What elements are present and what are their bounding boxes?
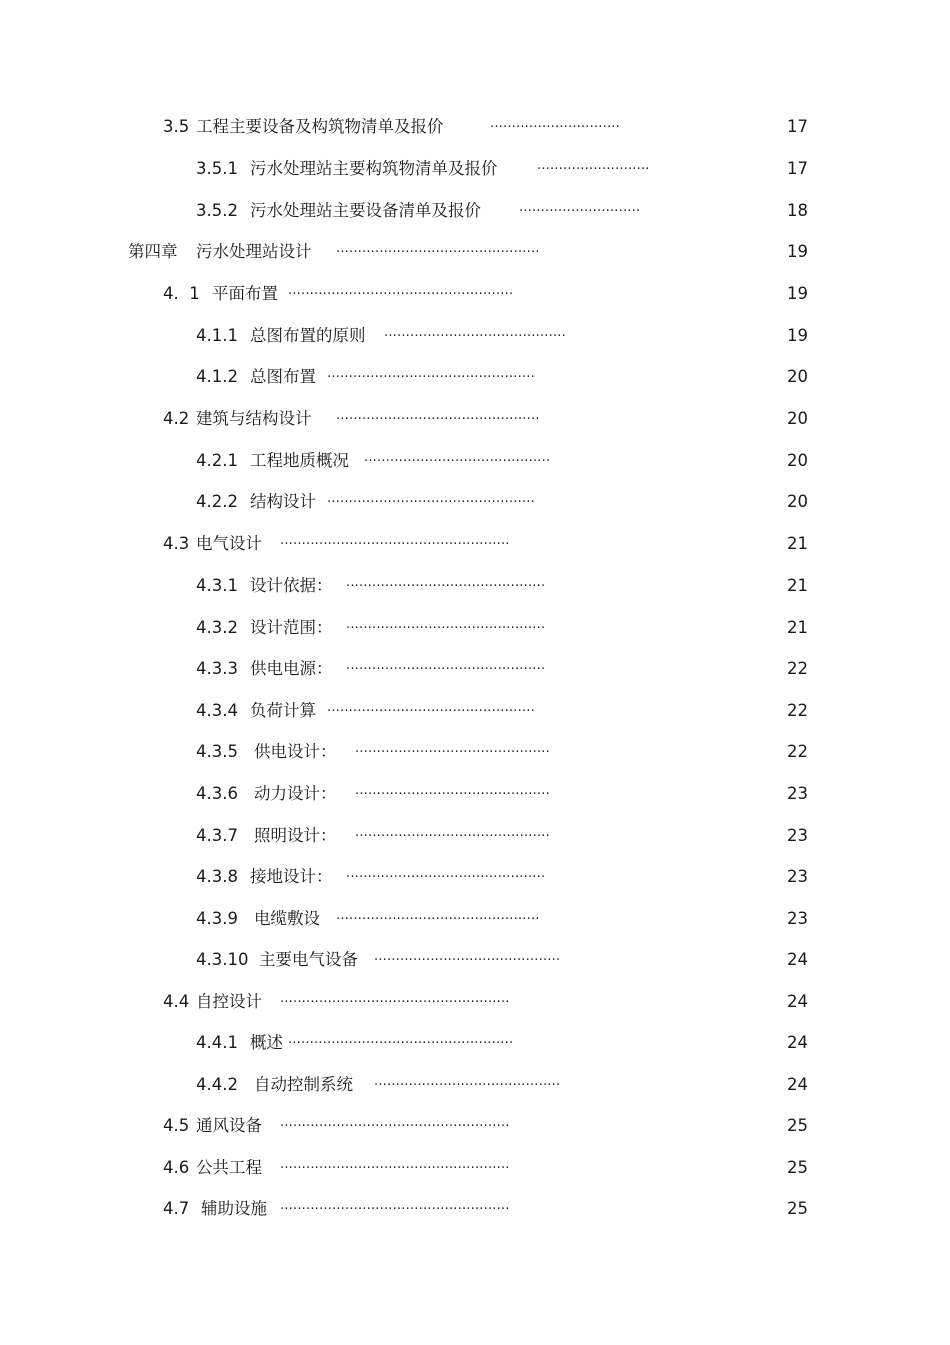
toc-entry-number: 4. 1 <box>163 284 200 303</box>
toc-entry-number: 4.3.2 <box>196 618 238 637</box>
toc-entry-number: 4.1.1 <box>196 326 238 345</box>
toc-page-number: 22 <box>787 701 808 720</box>
toc-page-number: 22 <box>787 659 808 678</box>
toc-entry[interactable] <box>0 1031 808 1055</box>
toc-leader-dots: .............................. <box>490 116 620 131</box>
toc-entry-number: 3.5.1 <box>196 159 238 178</box>
toc-entry-title: 辅助设施 <box>201 1199 267 1218</box>
toc-entry-number: 4.6 <box>163 1158 190 1177</box>
toc-entry-number: 3.5.2 <box>196 201 238 220</box>
toc-entry-title: 总图布置 <box>250 367 316 386</box>
toc-page-number: 21 <box>787 576 808 595</box>
toc-leader-dots: ..................................................... <box>280 1157 510 1172</box>
toc-entry[interactable] <box>0 157 808 181</box>
toc-entry[interactable] <box>0 532 808 556</box>
toc-entry-title: 结构设计 <box>250 492 316 511</box>
toc-leader-dots: .............................................. <box>346 575 546 590</box>
toc-entry-number: 4.3.3 <box>196 659 238 678</box>
toc-entry-title: 总图布置的原则 <box>250 326 366 345</box>
toc-entry[interactable] <box>0 449 808 473</box>
toc-page-number: 20 <box>787 409 808 428</box>
toc-entry-title: 照明设计： <box>254 826 337 845</box>
toc-entry-number: 4.3.10 <box>196 950 249 969</box>
toc-entry[interactable] <box>0 865 808 889</box>
toc-leader-dots: ........................................... <box>374 1074 561 1089</box>
toc-leader-dots: .............................................. <box>346 617 546 632</box>
toc-entry-title: 接地设计： <box>250 867 333 886</box>
toc-entry[interactable] <box>0 699 808 723</box>
toc-page-number: 17 <box>787 159 808 178</box>
toc-page-number: 24 <box>787 1075 808 1094</box>
toc-page-number: 17 <box>787 117 808 136</box>
toc-leader-dots: ........................................... <box>374 949 561 964</box>
toc-entry-number: 3.5 <box>163 117 190 136</box>
toc-entry[interactable] <box>0 282 808 306</box>
toc-entry[interactable] <box>0 240 808 264</box>
toc-entry-number: 4.3.8 <box>196 867 238 886</box>
toc-entry-title: 电缆敷设 <box>254 909 320 928</box>
toc-page-number: 22 <box>787 742 808 761</box>
toc-entry[interactable] <box>0 1114 808 1138</box>
toc-entry-title: 设计依据： <box>250 576 333 595</box>
toc-entry[interactable] <box>0 115 808 139</box>
toc-leader-dots: ................................................ <box>327 700 535 715</box>
toc-entry-number: 4.3.9 <box>196 909 238 928</box>
toc-page-number: 21 <box>787 618 808 637</box>
toc-leader-dots: ..................................................... <box>280 1198 510 1213</box>
toc-entry[interactable] <box>0 365 808 389</box>
toc-entry-number: 4.3.4 <box>196 701 238 720</box>
toc-page-number: 23 <box>787 909 808 928</box>
toc-entry-title: 电气设计 <box>196 534 262 553</box>
toc-entry-title: 概述 <box>250 1033 283 1052</box>
toc-entry-number: 4.1.2 <box>196 367 238 386</box>
toc-entry[interactable] <box>0 824 808 848</box>
toc-page-number: 24 <box>787 950 808 969</box>
toc-leader-dots: ..................................................... <box>280 1115 510 1130</box>
toc-entry-number: 4.4 <box>163 992 190 1011</box>
toc-page-number: 23 <box>787 867 808 886</box>
toc-entry-title: 自控设计 <box>196 992 262 1011</box>
toc-entry-number: 4.3.5 <box>196 742 238 761</box>
toc-page-number: 19 <box>787 284 808 303</box>
toc-leader-dots: .......................... <box>537 158 650 173</box>
toc-page-number: 21 <box>787 534 808 553</box>
toc-leader-dots: ............................................. <box>355 825 550 840</box>
toc-entry-title: 工程主要设备及构筑物清单及报价 <box>196 117 444 136</box>
toc-page-number: 24 <box>787 992 808 1011</box>
toc-entry-title: 建筑与结构设计 <box>196 409 312 428</box>
toc-entry-title: 污水处理站设计 <box>196 242 312 261</box>
toc-entry[interactable] <box>0 657 808 681</box>
toc-entry-number: 4.4.1 <box>196 1033 238 1052</box>
toc-entry[interactable] <box>0 1156 808 1180</box>
toc-page-number: 25 <box>787 1199 808 1218</box>
toc-entry[interactable] <box>0 990 808 1014</box>
toc-entry[interactable] <box>0 1073 808 1097</box>
toc-leader-dots: ............................ <box>519 200 641 215</box>
toc-entry-number: 4.3 <box>163 534 190 553</box>
toc-entry-title: 污水处理站主要构筑物清单及报价 <box>250 159 498 178</box>
toc-leader-dots: ................................................ <box>327 491 535 506</box>
toc-entry-number: 4.4.2 <box>196 1075 238 1094</box>
toc-leader-dots: ............................................. <box>355 783 550 798</box>
toc-page-number: 23 <box>787 784 808 803</box>
toc-entry-number: 4.3.7 <box>196 826 238 845</box>
toc-entry-title: 负荷计算 <box>250 701 316 720</box>
toc-entry-title: 动力设计： <box>254 784 337 803</box>
toc-entry-number: 4.2.1 <box>196 451 238 470</box>
toc-page-number: 20 <box>787 492 808 511</box>
toc-entry-title: 公共工程 <box>196 1158 262 1177</box>
toc-entry-title: 工程地质概况 <box>250 451 349 470</box>
toc-entry[interactable] <box>0 490 808 514</box>
toc-entry-title: 通风设备 <box>196 1116 262 1135</box>
toc-page-number: 20 <box>787 451 808 470</box>
toc-leader-dots: ............................................... <box>336 408 540 423</box>
toc-leader-dots: ................................................ <box>327 366 535 381</box>
toc-entry[interactable] <box>0 199 808 223</box>
toc-leader-dots: .......................................... <box>384 325 566 340</box>
toc-entry-number: 第四章 <box>128 242 178 261</box>
toc-page-number: 25 <box>787 1158 808 1177</box>
toc-entry-title: 供电电源： <box>250 659 333 678</box>
toc-entry-title: 供电设计： <box>254 742 337 761</box>
toc-page-number: 19 <box>787 326 808 345</box>
toc-leader-dots: ............................................. <box>355 741 550 756</box>
toc-entry-number: 4.3.1 <box>196 576 238 595</box>
toc-entry[interactable] <box>0 740 808 764</box>
toc-page-number: 20 <box>787 367 808 386</box>
toc-leader-dots: ........................................... <box>364 450 551 465</box>
toc-leader-dots: ............................................... <box>336 241 540 256</box>
toc-entry-title: 平面布置 <box>212 284 278 303</box>
toc-entry-title: 主要电气设备 <box>259 950 358 969</box>
toc-page-number: 25 <box>787 1116 808 1135</box>
toc-entry[interactable] <box>0 948 808 972</box>
toc-leader-dots: .................................................... <box>288 283 514 298</box>
toc-entry[interactable] <box>0 407 808 431</box>
toc-leader-dots: .................................................... <box>288 1032 514 1047</box>
toc-page-number: 19 <box>787 242 808 261</box>
toc-entry[interactable] <box>0 574 808 598</box>
toc-entry-title: 污水处理站主要设备清单及报价 <box>250 201 481 220</box>
toc-entry-number: 4.5 <box>163 1116 190 1135</box>
toc-entry-number: 4.7 <box>163 1199 190 1218</box>
toc-entry[interactable] <box>0 782 808 806</box>
toc-page-number: 23 <box>787 826 808 845</box>
toc-entry-number: 4.2 <box>163 409 190 428</box>
toc-leader-dots: ............................................... <box>336 908 540 923</box>
toc-leader-dots: ..................................................... <box>280 991 510 1006</box>
toc-entry-title: 自动控制系统 <box>254 1075 353 1094</box>
toc-page-number: 18 <box>787 201 808 220</box>
toc-entry-title: 设计范围： <box>250 618 333 637</box>
toc-leader-dots: .............................................. <box>346 658 546 673</box>
toc-entry[interactable] <box>0 1197 808 1221</box>
toc-leader-dots: .............................................. <box>346 866 546 881</box>
toc-entry[interactable] <box>0 907 808 931</box>
toc-entry-number: 4.3.6 <box>196 784 238 803</box>
toc-entry[interactable] <box>0 324 808 348</box>
toc-page-number: 24 <box>787 1033 808 1052</box>
toc-leader-dots: ..................................................... <box>280 533 510 548</box>
toc-entry-number: 4.2.2 <box>196 492 238 511</box>
toc-entry[interactable] <box>0 616 808 640</box>
